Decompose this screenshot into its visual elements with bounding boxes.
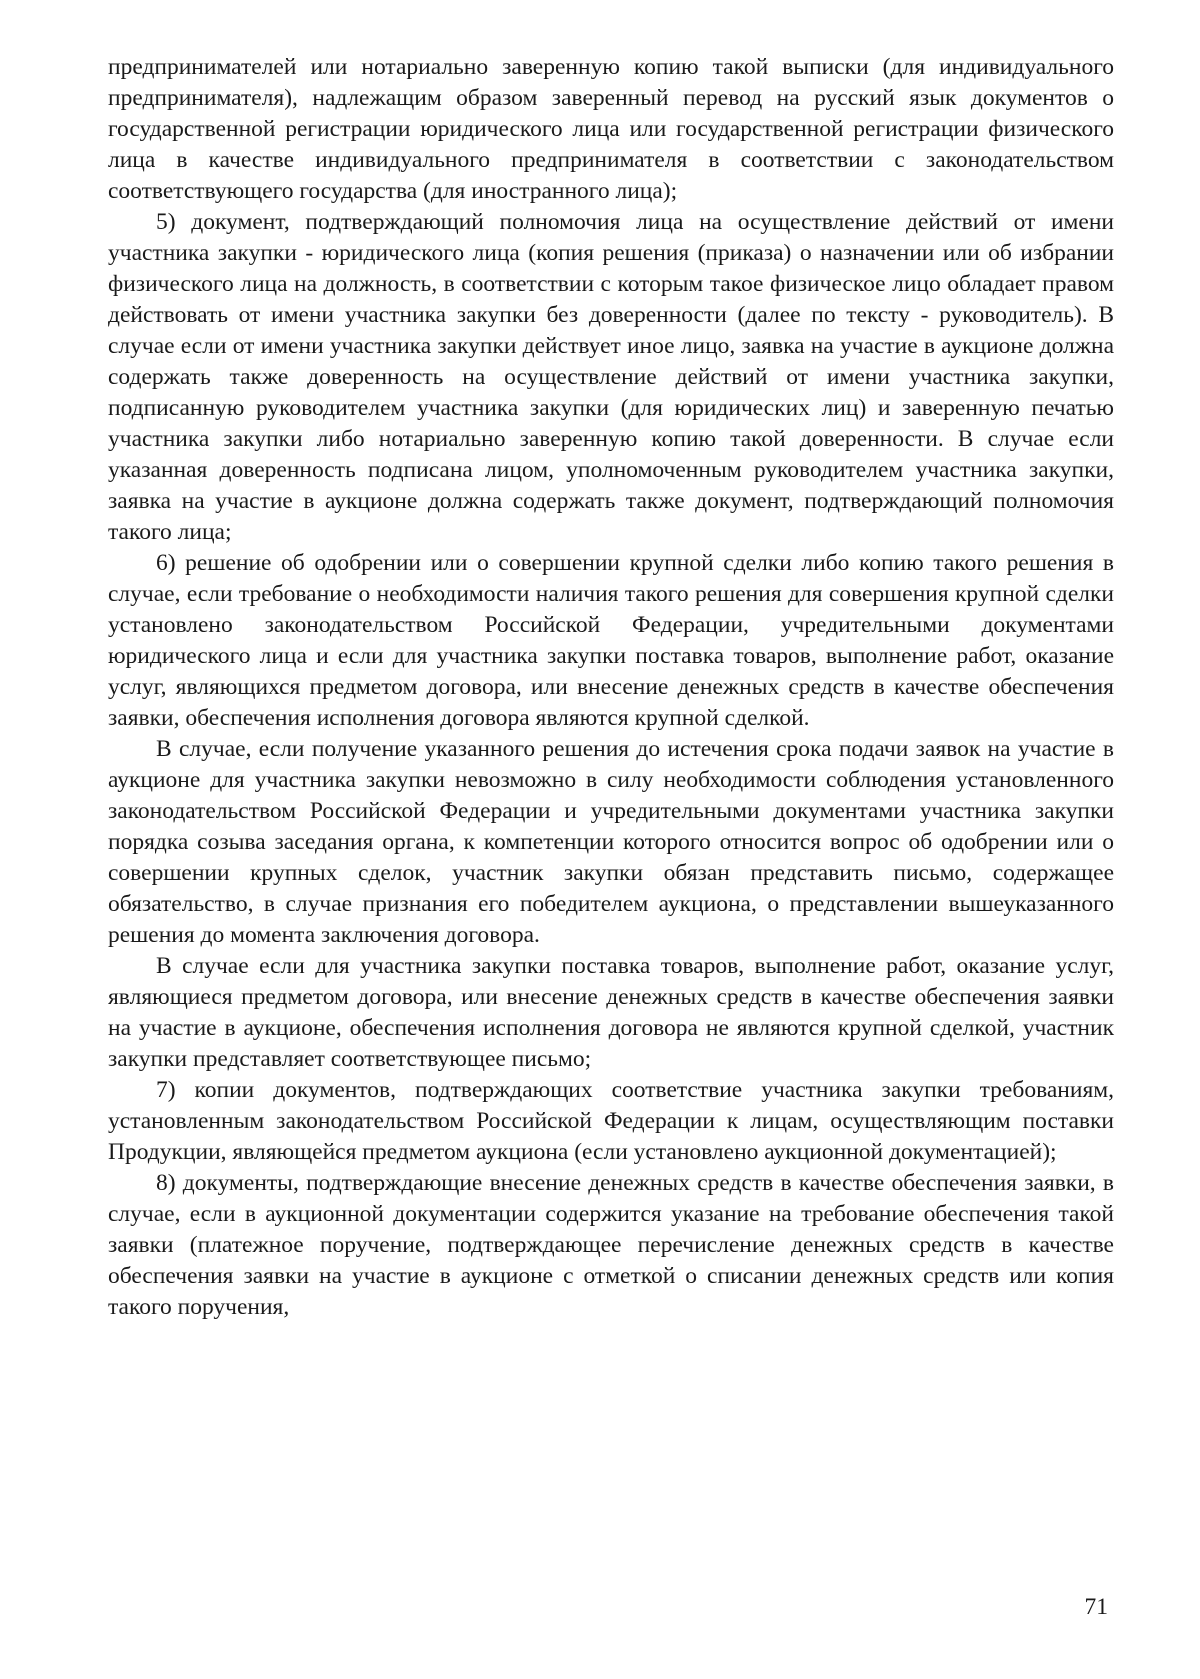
paragraph-item-7: 7) копии документов, подтверждающих соответствие участника закупки требованиям, установленным законодательством Российской Федерации к лицам, осуществляющим поставки Продукции, являющейся предметом аукциона (если установлено аукционной документацией); (108, 1077, 1114, 1165)
document-body (108, 52, 1114, 1323)
paragraph-approval-letter: В случае, если получение указанного решения до истечения срока подачи заявок на участие в аукционе для участника закупки невозможно в силу необходимости соблюдения установленного законодательством Российской Федерации и учредительными документами участника закупки порядка созыва заседания органа, к компетенции которого относится вопрос об одобрении или о совершении крупных сделок, участник закупки обязан представить письмо, содержащее обязательство, в случае признания его победителем аукциона, о представлении вышеуказанного решения до момента заключения договора. (108, 736, 1114, 948)
paragraph-not-major-deal: В случае если для участника закупки поставка товаров, выполнение работ, оказание услуг, являющиеся предметом договора, или внесение денежных средств в качестве обеспечения заявки на участие в аукционе, обеспечения исполнения договора не являются крупной сделкой, участник закупки представляет соответствующее письмо; (108, 953, 1114, 1072)
page-number: 71 (1084, 1594, 1108, 1620)
paragraph-item-8: 8) документы, подтверждающие внесение денежных средств в качестве обеспечения заявки, в случае, если в аукционной документации содержится указание на требование обеспечения такой заявки (платежное поручение, подтверждающее перечисление денежных средств в качестве обеспечения заявки на участие в аукционе с отметкой о списании денежных средств или копия такого поручения, (108, 1170, 1114, 1320)
paragraph-item-5: 5) документ, подтверждающий полномочия лица на осуществление действий от имени участника закупки - юридического лица (копия решения (приказа) о назначении или об избрании физического лица на должность, в соответствии с которым такое физическое лицо обладает правом действовать от имени участника закупки без доверенности (далее по тексту - руководитель). В случае если от имени участника закупки действует иное лицо, заявка на участие в аукционе должна содержать также доверенность на осуществление действий от имени участника закупки, подписанную руководителем участника закупки (для юридических лиц) и заверенную печатью участника закупки либо нотариально заверенную копию такой доверенности. В случае если указанная доверенность подписана лицом, уполномоченным руководителем участника закупки, заявка на участие в аукционе должна содержать также документ, подтверждающий полномочия такого лица; (108, 209, 1114, 545)
paragraph-continuation: предпринимателей или нотариально заверенную копию такой выписки (для индивидуального предпринимателя), надлежащим образом заверенный перевод на русский язык документов о государственной регистрации юридического лица или государственной регистрации физического лица в качестве индивидуального предпринимателя в соответствии с законодательством соответствующего государства (для иностранного лица); (108, 54, 1114, 204)
paragraph-item-6: 6) решение об одобрении или о совершении крупной сделки либо копию такого решения в случае, если требование о необходимости наличия такого решения для совершения крупной сделки установлено законодательством Российской Федерации, учредительными документами юридического лица и если для участника закупки поставка товаров, выполнение работ, оказание услуг, являющихся предметом договора, или внесение денежных средств в качестве обеспечения заявки, обеспечения исполнения договора являются крупной сделкой. (108, 550, 1114, 731)
